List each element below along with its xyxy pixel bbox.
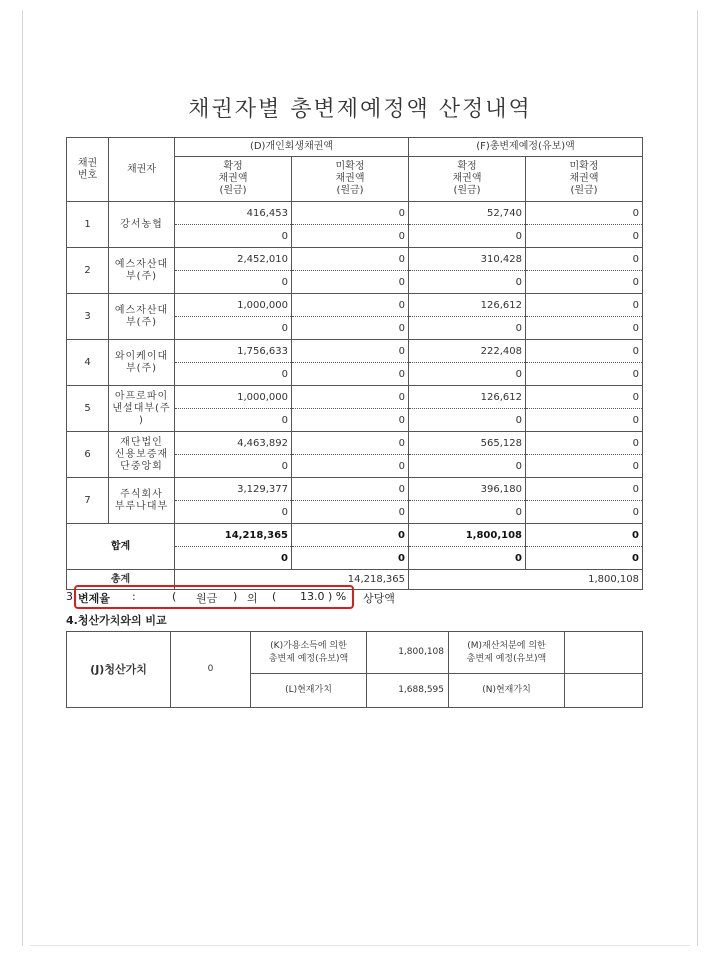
document-title: 채권자별 총변제예정액 산정내역 [188, 97, 532, 122]
highlight-box [74, 585, 354, 609]
f-confirmed-amount-2: 0 [409, 363, 526, 386]
subtotal-f-unconfirmed-2: 0 [526, 547, 643, 570]
creditor-no: 1 [67, 202, 109, 248]
liquidation-value-label: (J)청산가치 [67, 632, 171, 708]
equivalent-amount-label: 상당액 [363, 592, 395, 605]
subtotal-d-confirmed: 14,218,365 [175, 524, 292, 547]
header-d-unconfirmed: 미확정 채권액 (원금) [292, 157, 409, 202]
creditor-table [66, 137, 643, 590]
d-unconfirmed-amount: 0 [292, 432, 409, 455]
subtotal-f-unconfirmed: 0 [526, 524, 643, 547]
f-unconfirmed-amount-2: 0 [526, 501, 643, 524]
close-paren-1: ) [233, 590, 238, 603]
repayment-basis: 원금 [196, 592, 218, 605]
f-unconfirmed-amount-2: 0 [526, 317, 643, 340]
f-confirmed-amount: 222,408 [409, 340, 526, 363]
present-value-n-label: (N)현재가치 [449, 674, 565, 708]
repayment-rate-label: 변제율 [78, 592, 110, 605]
property-disposal-value [565, 632, 643, 674]
creditor-name: 재단법인 신용보증재 단중앙회 [109, 432, 175, 478]
d-confirmed-amount: 1,756,633 [175, 340, 292, 363]
repayment-rate-colon: : [132, 590, 136, 603]
f-confirmed-amount: 126,612 [409, 386, 526, 409]
d-unconfirmed-amount-2: 0 [292, 363, 409, 386]
creditor-name: 와이케이대 부(주) [109, 340, 175, 386]
open-paren-2: ( [272, 590, 277, 603]
f-unconfirmed-amount-2: 0 [526, 363, 643, 386]
d-confirmed-amount-2: 0 [175, 409, 292, 432]
creditor-name: 강서농협 [109, 202, 175, 248]
f-unconfirmed-amount: 0 [526, 478, 643, 501]
creditor-name: 주식회사 부루나대부 [109, 478, 175, 524]
header-f-unconfirmed: 미확정 채권액 (원금) [526, 157, 643, 202]
subtotal-row [67, 524, 643, 547]
liquidation-compare-table [66, 631, 643, 708]
available-income-label: (K)가용소득에 의한 총변제 예정(유보)액 [251, 632, 367, 674]
f-unconfirmed-amount-2: 0 [526, 409, 643, 432]
d-unconfirmed-amount: 0 [292, 248, 409, 271]
d-confirmed-amount-2: 0 [175, 317, 292, 340]
subtotal-label: 합계 [67, 524, 175, 570]
f-unconfirmed-amount: 0 [526, 340, 643, 363]
f-unconfirmed-amount: 0 [526, 294, 643, 317]
subtotal-d-unconfirmed: 0 [292, 524, 409, 547]
creditor-no: 7 [67, 478, 109, 524]
f-confirmed-amount-2: 0 [409, 409, 526, 432]
f-confirmed-amount-2: 0 [409, 501, 526, 524]
section4-title: 4.청산가치와의 비교 [66, 614, 167, 627]
creditor-row [67, 478, 643, 501]
header-d-confirmed: 확정 채권액 (원금) [175, 157, 292, 202]
d-unconfirmed-amount-2: 0 [292, 455, 409, 478]
f-confirmed-amount: 396,180 [409, 478, 526, 501]
d-unconfirmed-amount: 0 [292, 294, 409, 317]
f-confirmed-amount: 310,428 [409, 248, 526, 271]
d-unconfirmed-amount: 0 [292, 202, 409, 225]
f-confirmed-amount-2: 0 [409, 271, 526, 294]
f-confirmed-amount-2: 0 [409, 317, 526, 340]
creditor-row [67, 340, 643, 363]
header-group-d: (D)개인회생채권액 [175, 138, 409, 157]
f-unconfirmed-amount-2: 0 [526, 225, 643, 248]
f-unconfirmed-amount-2: 0 [526, 271, 643, 294]
d-confirmed-amount: 416,453 [175, 202, 292, 225]
section3-number: 3. [66, 590, 77, 603]
creditor-name: 예스자산대 부(주) [109, 248, 175, 294]
liquidation-value: 0 [171, 632, 251, 708]
d-confirmed-amount-2: 0 [175, 455, 292, 478]
creditor-name: 예스자산대 부(주) [109, 294, 175, 340]
subtotal-d-confirmed-2: 0 [175, 547, 292, 570]
f-unconfirmed-amount: 0 [526, 432, 643, 455]
header-group-f: (F)총변제예정(유보)액 [409, 138, 643, 157]
open-paren-1: ( [172, 590, 177, 603]
creditor-row [67, 294, 643, 317]
subtotal-f-confirmed: 1,800,108 [409, 524, 526, 547]
percent-sign: ) % [328, 590, 347, 603]
d-unconfirmed-amount-2: 0 [292, 501, 409, 524]
d-confirmed-amount: 1,000,000 [175, 386, 292, 409]
d-unconfirmed-amount-2: 0 [292, 271, 409, 294]
f-unconfirmed-amount: 0 [526, 248, 643, 271]
grand-total-d: 14,218,365 [175, 570, 409, 590]
d-unconfirmed-amount-2: 0 [292, 225, 409, 248]
grand-total-f: 1,800,108 [409, 570, 643, 590]
d-confirmed-amount-2: 0 [175, 501, 292, 524]
f-confirmed-amount: 126,612 [409, 294, 526, 317]
creditor-no: 2 [67, 248, 109, 294]
repayment-rate-value: 13.0 [300, 590, 325, 603]
subtotal-f-confirmed-2: 0 [409, 547, 526, 570]
d-confirmed-amount-2: 0 [175, 363, 292, 386]
f-unconfirmed-amount-2: 0 [526, 455, 643, 478]
present-value-n [565, 674, 643, 708]
creditor-name: 아프로파이 낸셜대부(주 ) [109, 386, 175, 432]
d-unconfirmed-amount: 0 [292, 478, 409, 501]
d-confirmed-amount: 2,452,010 [175, 248, 292, 271]
creditor-row [67, 432, 643, 455]
present-value-l: 1,688,595 [367, 674, 449, 708]
grand-total-label: 총계 [67, 570, 175, 590]
f-unconfirmed-amount: 0 [526, 202, 643, 225]
creditor-no: 4 [67, 340, 109, 386]
f-unconfirmed-amount: 0 [526, 386, 643, 409]
f-confirmed-amount-2: 0 [409, 225, 526, 248]
f-confirmed-amount: 565,128 [409, 432, 526, 455]
d-confirmed-amount-2: 0 [175, 271, 292, 294]
creditor-no: 6 [67, 432, 109, 478]
f-confirmed-amount-2: 0 [409, 455, 526, 478]
header-creditor: 채권자 [109, 138, 175, 202]
particle-text: 의 [247, 592, 258, 605]
d-unconfirmed-amount: 0 [292, 386, 409, 409]
f-confirmed-amount: 52,740 [409, 202, 526, 225]
d-unconfirmed-amount-2: 0 [292, 409, 409, 432]
d-unconfirmed-amount: 0 [292, 340, 409, 363]
subtotal-d-unconfirmed-2: 0 [292, 547, 409, 570]
creditor-row [67, 248, 643, 271]
bottom-divider [30, 945, 690, 946]
creditor-no: 3 [67, 294, 109, 340]
d-confirmed-amount: 1,000,000 [175, 294, 292, 317]
d-confirmed-amount-2: 0 [175, 225, 292, 248]
creditor-row [67, 386, 643, 409]
d-confirmed-amount: 4,463,892 [175, 432, 292, 455]
creditor-row [67, 202, 643, 225]
header-f-confirmed: 확정 채권액 (원금) [409, 157, 526, 202]
property-disposal-label: (M)재산처분에 의한 총변제 예정(유보)액 [449, 632, 565, 674]
header-creditor-no: 채권 번호 [67, 138, 109, 202]
d-confirmed-amount: 3,129,377 [175, 478, 292, 501]
present-value-l-label: (L)현재가치 [251, 674, 367, 708]
d-unconfirmed-amount-2: 0 [292, 317, 409, 340]
creditor-no: 5 [67, 386, 109, 432]
available-income-value: 1,800,108 [367, 632, 449, 674]
